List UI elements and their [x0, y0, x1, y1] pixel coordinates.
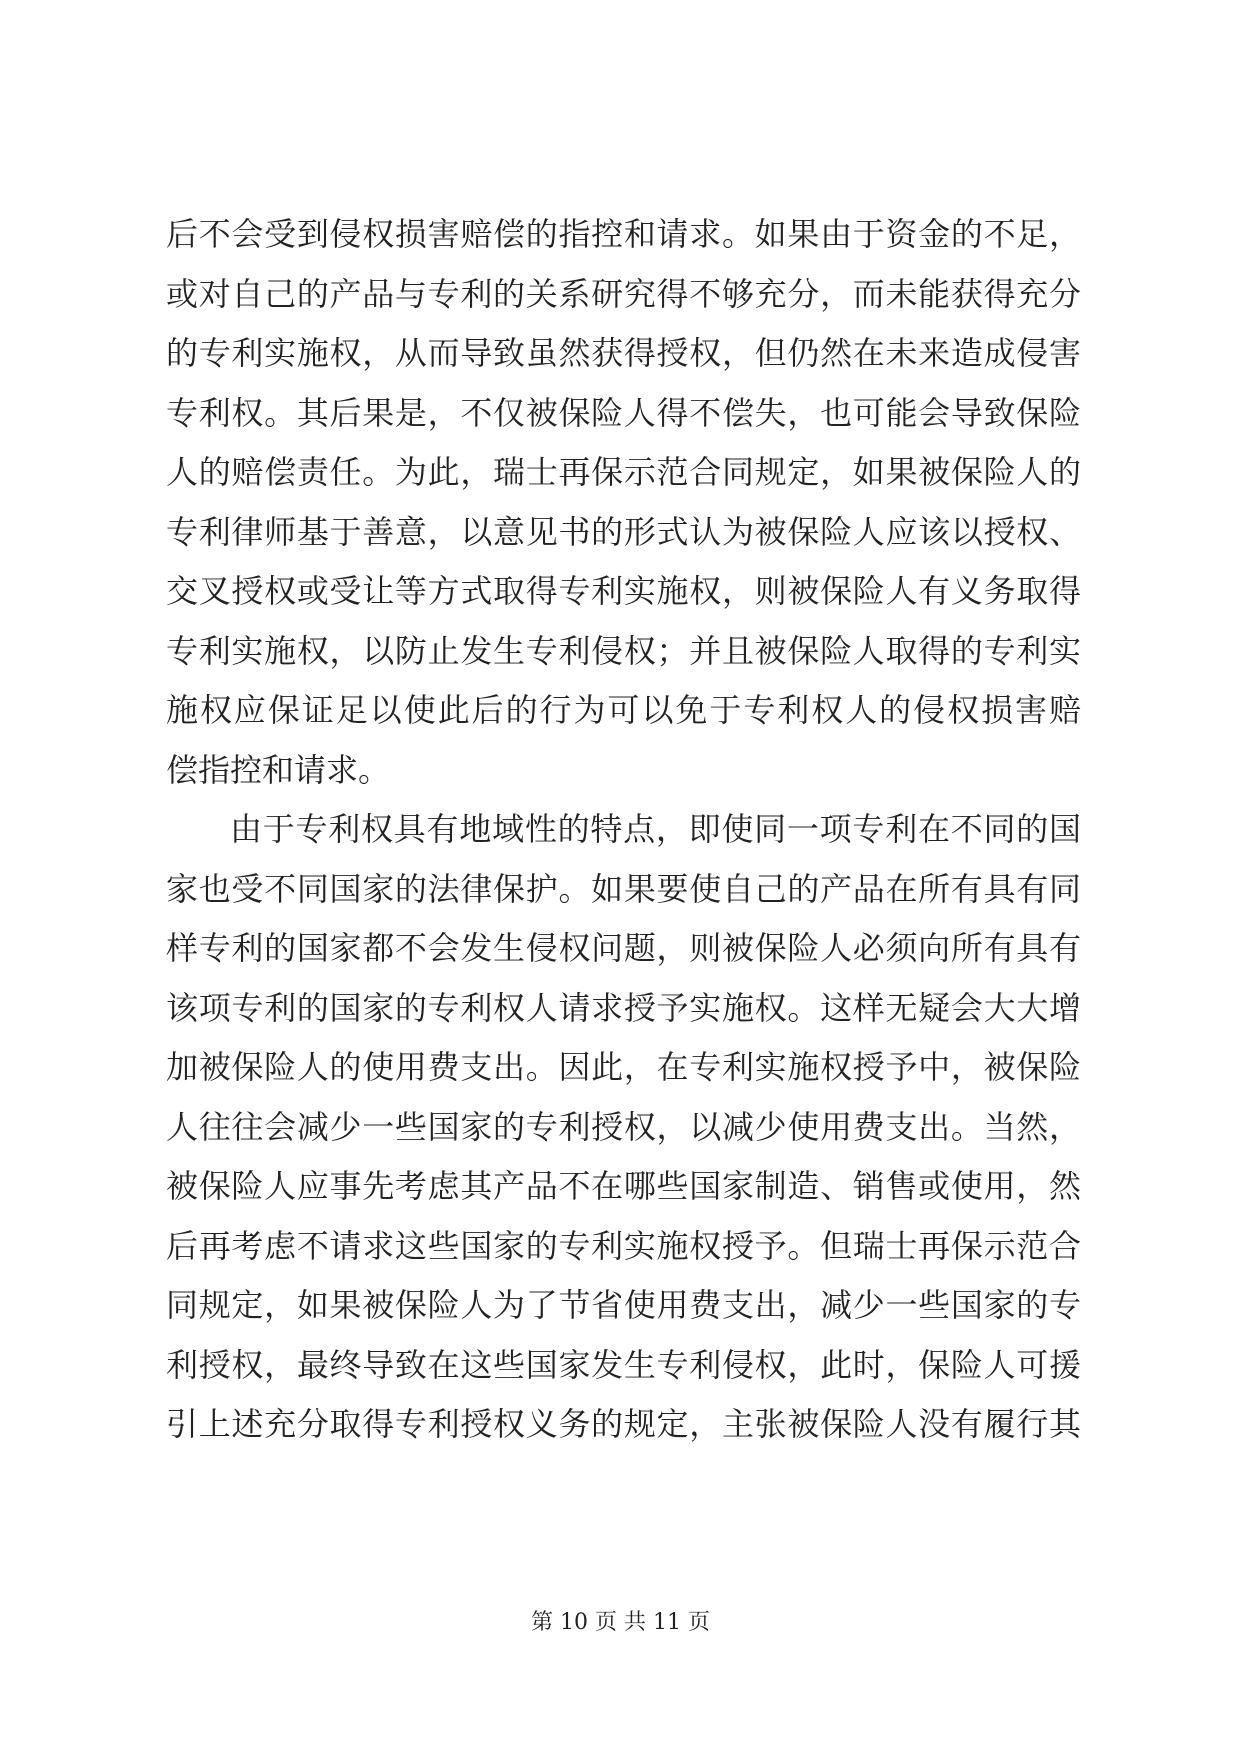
paragraph-1-line-7: 交叉授权或受让等方式取得专利实施权，则被保险人有义务取得 — [166, 572, 1081, 610]
paragraph-1-line-8: 专利实施权，以防止发生专利侵权；并且被保险人取得的专利实 — [166, 631, 1081, 670]
paragraph-1-line-3: 的专利实施权，从而导致虽然获得授权，但仍然在未来造成侵害 — [166, 334, 1081, 372]
paragraph-2-line-10: 利授权，最终导致在这些国家发生专利侵权，此时，保险人可援 — [166, 1345, 1081, 1384]
paragraph-2-line-5: 加被保险人的使用费支出。因此，在专利实施权授予中，被保险 — [166, 1048, 1081, 1086]
paragraph-2-line-3: 样专利的国家都不会发生侵权问题，则被保险人必须向所有具有 — [166, 929, 1081, 967]
paragraph-1-line-2: 或对自己的产品与专利的关系研究得不够充分，而未能获得充分 — [166, 274, 1081, 313]
paragraph-2-line-6: 人往往会减少一些国家的专利授权，以减少使用费支出。当然， — [166, 1107, 1081, 1146]
paragraph-2-line-1: 由于专利权具有地域性的特点，即使同一项专利在不同的国 — [230, 810, 1081, 848]
paragraph-1-line-4: 专利权。其后果是，不仅被保险人得不偿失，也可能会导致保险 — [166, 393, 1081, 432]
paragraph-1-line-1: 后不会受到侵权损害赔偿的指控和请求。如果由于资金的不足， — [166, 215, 1081, 253]
paragraph-2-line-8: 后再考虑不请求这些国家的专利实施权授予。但瑞士再保示范合 — [166, 1226, 1081, 1265]
paragraph-1-line-5: 人的赔偿责任。为此，瑞士再保示范合同规定，如果被保险人的 — [166, 453, 1081, 491]
paragraph-2-line-11: 引上述充分取得专利授权义务的规定，主张被保险人没有履行其 — [166, 1405, 1081, 1443]
page-number-label: 第 10 页 共 11 页 — [531, 1610, 710, 1635]
paragraph-2-line-4: 该项专利的国家的专利权人请求授予实施权。这样无疑会大大增 — [166, 988, 1081, 1027]
paragraph-2-line-9: 同规定，如果被保险人为了节省使用费支出，减少一些国家的专 — [166, 1286, 1081, 1324]
paragraph-2-line-2: 家也受不同国家的法律保护。如果要使自己的产品在所有具有同 — [166, 869, 1081, 908]
paragraph-1-line-9: 施权应保证足以使此后的行为可以免于专利权人的侵权损害赔 — [166, 691, 1081, 729]
paragraph-2-line-7: 被保险人应事先考虑其产品不在哪些国家制造、销售或使用，然 — [166, 1167, 1081, 1205]
paragraph-1-line-10: 偿指控和请求。 — [166, 750, 391, 789]
body-text — [166, 205, 1081, 1455]
page-footer — [0, 1608, 1241, 1638]
paragraph-1-line-6: 专利律师基于善意，以意见书的形式认为被保险人应该以授权、 — [166, 512, 1081, 551]
